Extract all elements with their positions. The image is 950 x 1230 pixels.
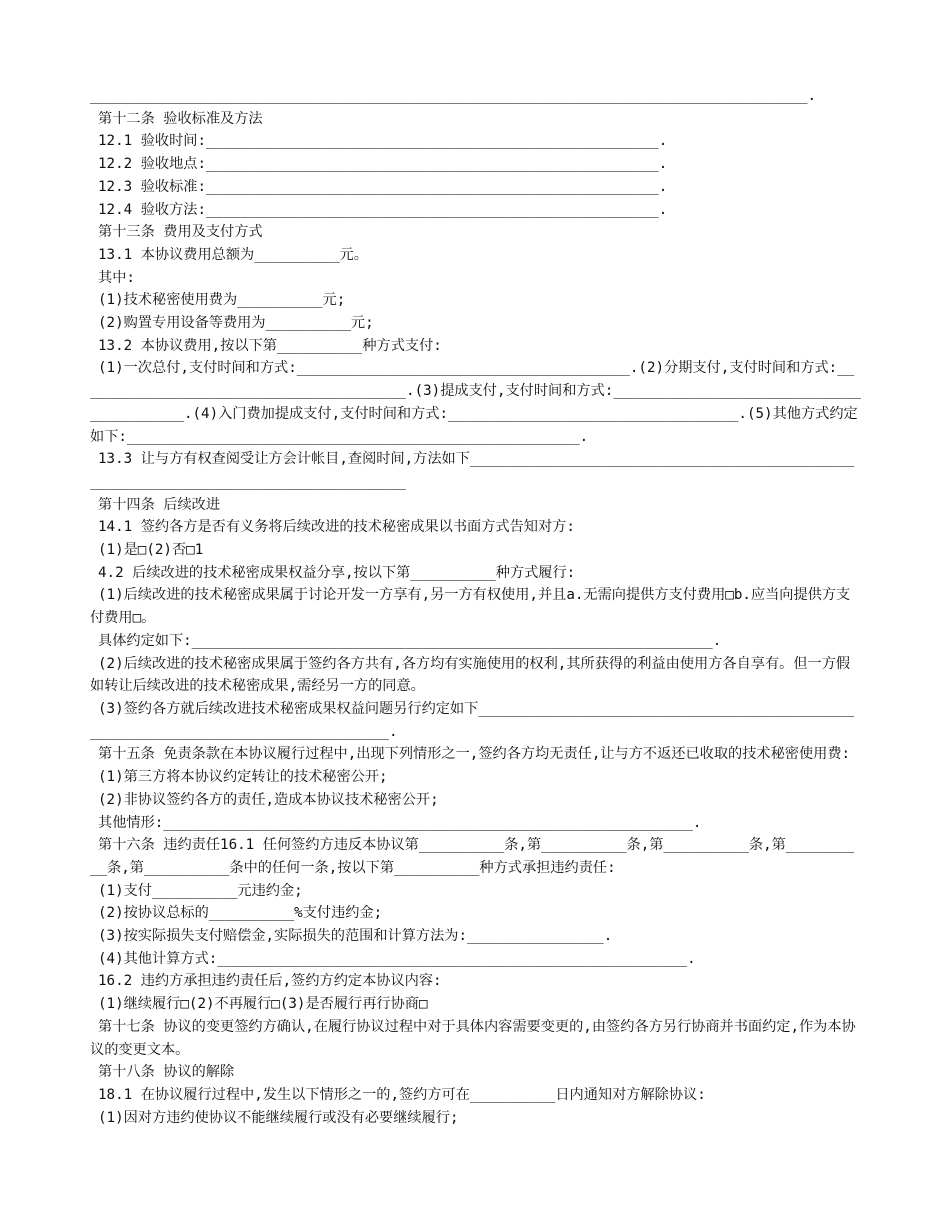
clause-14-2-specific: 具体约定如下:_____________________________________________________________.: [98, 632, 722, 649]
blank-line-top: ____________________________________________________________________________________.: [90, 88, 817, 104]
clause-12-4: 12.4 验收方法:_____________________________________________________.: [98, 201, 668, 218]
clause-12-1: 12.1 验收时间:_____________________________________________________.: [98, 133, 668, 150]
clause-18-1-item-1: (1)因对方违约使协议不能继续履行或没有必要继续履行;: [98, 1109, 459, 1126]
article-13-heading: 第十三条 费用及支付方式: [98, 224, 263, 241]
clause-14-2-item-1: (1)后续改进的技术秘密成果属于讨论开发一方享有,另一方有权使用,并且a.无需向提供方支付费用□b.应当向提供方支付费用□。: [90, 587, 851, 627]
clause-13-1-detail-label: 其中:: [98, 269, 135, 286]
clause-15-item-2: (2)非协议签约各方的责任,造成本协议技术秘密公开;: [98, 791, 439, 808]
clause-15-other: 其他情形:______________________________________________________________.: [98, 814, 702, 831]
clause-16-item-4: (4)其他计算方式:_______________________________________________________.: [98, 950, 696, 967]
article-14-heading: 第十四条 后续改进: [98, 496, 221, 513]
clause-16-2: 16.2 违约方承担违约责任后,签约方约定本协议内容:: [98, 973, 442, 990]
article-18-heading: 第十八条 协议的解除: [98, 1064, 235, 1081]
clause-13-1-item-2: (2)购置专用设备等费用为__________元;: [98, 315, 374, 332]
clause-14-2-item-2: (2)后续改进的技术秘密成果属于签约各方共有,各方均有实施使用的权利,其所获得的利益由使用方各自享有。但一方假如转让后续改进的技术秘密成果,需经另一方的同意。: [90, 655, 851, 695]
clause-12-2: 12.2 验收地点:_____________________________________________________.: [98, 156, 668, 173]
clause-14-1: 14.1 签约各方是否有义务将后续改进的技术秘密成果以书面方式告知对方:: [98, 519, 575, 536]
document-page: [90, 85, 862, 1129]
clause-15-item-1: (1)第三方将本协议约定转让的技术秘密公开;: [98, 769, 388, 786]
clause-12-3: 12.3 验收标准:_____________________________________________________.: [98, 178, 668, 195]
article-15: 第十五条 免责条款在本协议履行过程中,出现下列情形之一,签约各方均无责任,让与方不返还已收取的技术秘密使用费:: [98, 746, 851, 763]
clause-14-1-options: (1)是□(2)否□1: [98, 542, 204, 559]
clause-16-item-1: (1)支付__________元违约金;: [98, 882, 303, 899]
clause-13-1: 13.1 本协议费用总额为__________元。: [98, 246, 368, 263]
article-12-heading: 第十二条 验收标准及方法: [98, 110, 263, 127]
clause-14-2: 4.2 后续改进的技术秘密成果权益分享,按以下第__________种方式履行:: [98, 564, 576, 581]
clause-13-2-payment-options: (1)一次总付,支付时间和方式:_______________________________________.(2)分期支付,支付时间和方式:_______________________________________.(3)提成支付,支付时间和方式:________________________________________.(4)入门费加提成支付,支付时间和方式:__________________________________.(5)其他方式约定如下:_____________________________________________________.: [90, 360, 862, 445]
article-16: 第十六条 违约责任16.1 任何签约方违反本协议第__________条,第__________条,第__________条,第__________条,第__________条中的任何一条,按以下第__________种方式承担违约责任:: [90, 837, 855, 876]
clause-13-1-item-1: (1)技术秘密使用费为__________元;: [98, 292, 346, 309]
clause-13-3: 13.3 让与方有权查阅受让方会计帐目,查阅时间,方法如下__________________________________________________________________________________: [90, 451, 855, 490]
clause-13-2: 13.2 本协议费用,按以下第__________种方式支付:: [98, 337, 442, 354]
clause-14-2-item-3: (3)签约各方就后续改进技术秘密成果权益问题另行约定如下_______________________________________________________________________________.: [90, 700, 855, 740]
clause-16-item-2: (2)按协议总标的__________%支付违约金;: [98, 905, 383, 922]
clause-18-1: 18.1 在协议履行过程中,发生以下情形之一的,签约方可在__________日内通知对方解除协议:: [98, 1086, 706, 1103]
clause-16-2-options: (1)继续履行□(2)不再履行□(3)是否履行再行协商□: [98, 996, 428, 1013]
article-17: 第十七条 协议的变更签约方确认,在履行协议过程中对于具体内容需要变更的,由签约各方另行协商并书面约定,作为本协议的变更文本。: [90, 1018, 856, 1058]
clause-16-item-3: (3)按实际损失支付赔偿金,实际损失的范围和计算方法为:________________.: [98, 928, 613, 945]
